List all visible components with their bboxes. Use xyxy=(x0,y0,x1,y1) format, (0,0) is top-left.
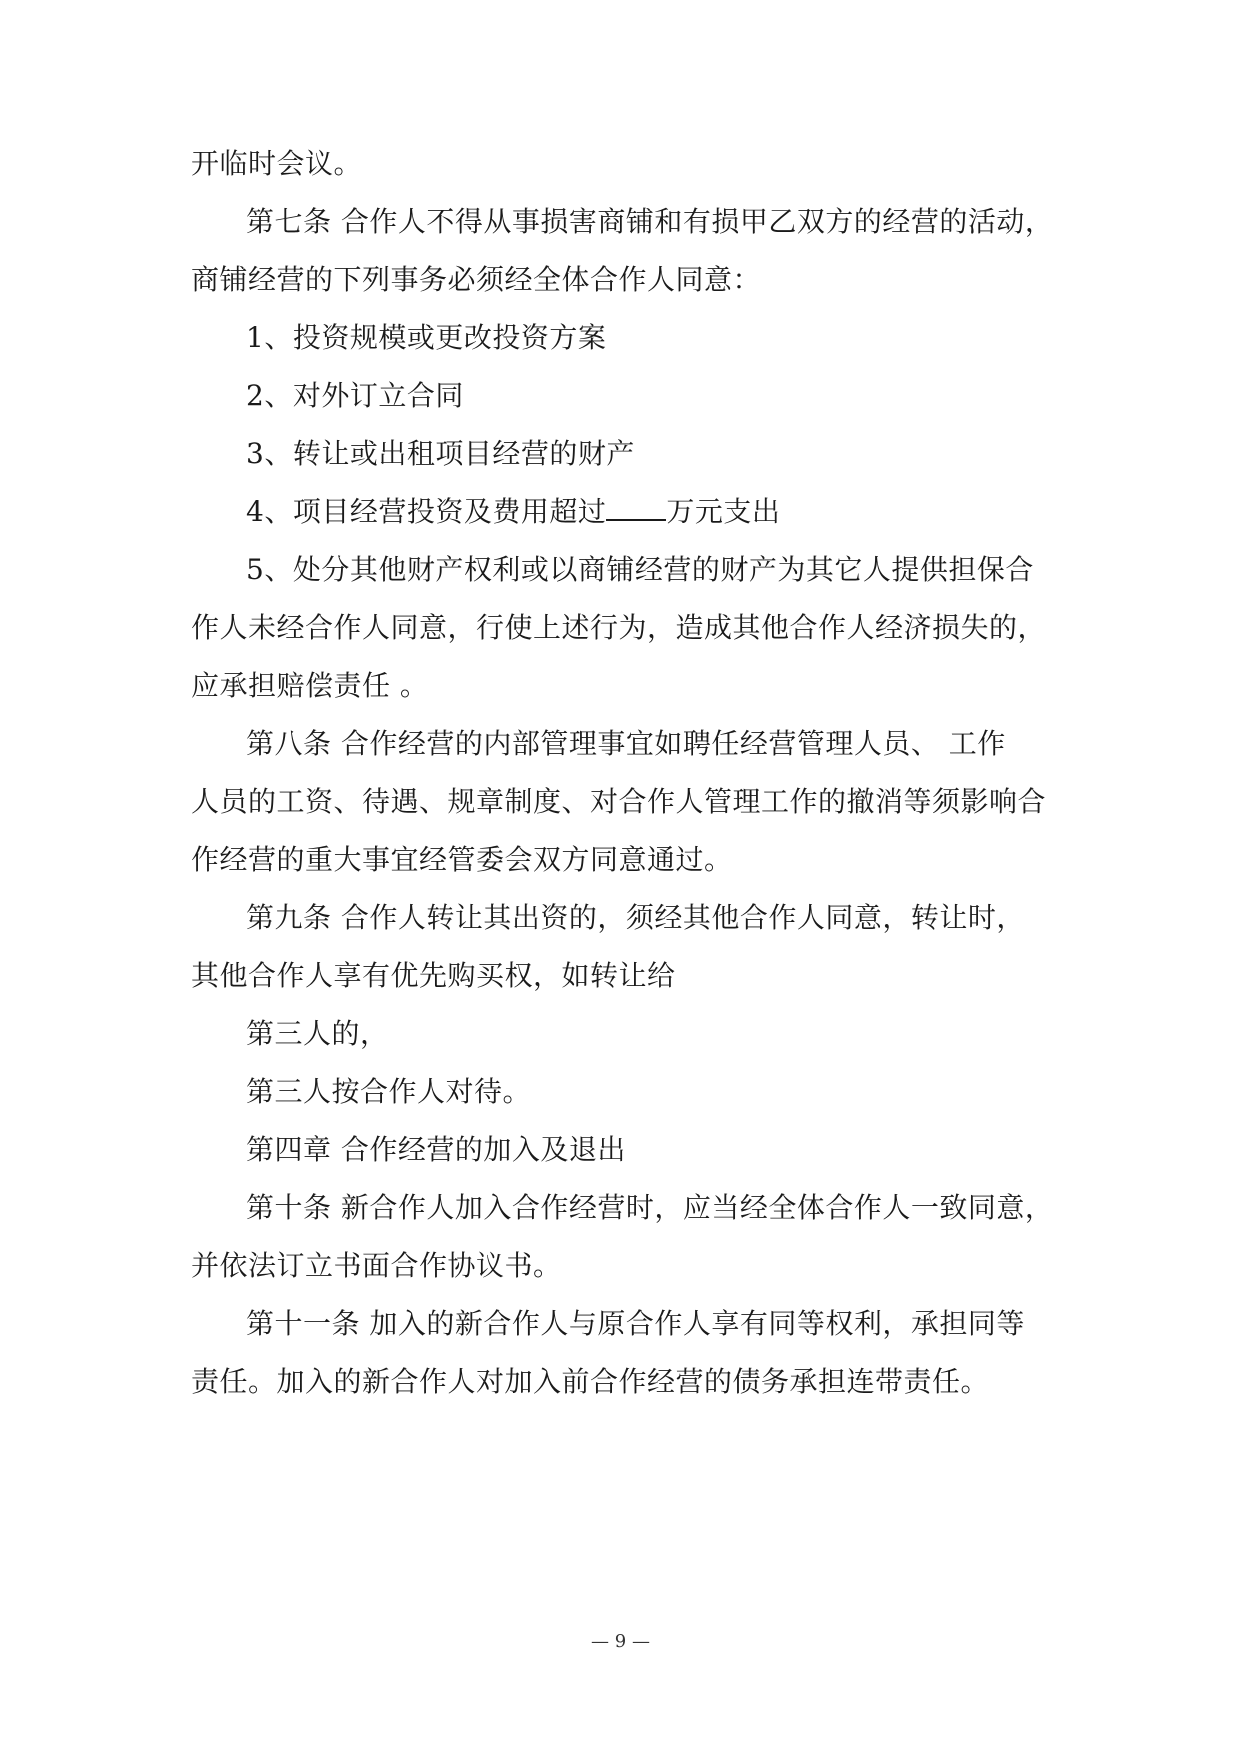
article-9-line-1: 第九条 合作人转让其出资的，须经其他合作人同意，转让时， xyxy=(246,901,1025,934)
chapter-4-heading: 第四章 合作经营的加入及退出 xyxy=(246,1133,626,1166)
paragraph-line: 开临时会议。 xyxy=(191,147,363,180)
article-10-line-2: 并依法订立书面合作协议书。 xyxy=(191,1249,562,1282)
blank-fill-line xyxy=(606,495,666,521)
list-item-5-line-1: 5、处分其他财产权利或以商铺经营的财产为其它人提供担保合 xyxy=(246,553,1034,586)
list-item-4 xyxy=(246,494,1126,530)
article-9-line-2: 其他合作人享有优先购买权，如转让给 xyxy=(191,959,676,992)
article-11-line-2: 责任。加入的新合作人对加入前合作经营的债务承担连带责任。 xyxy=(191,1365,990,1398)
article-10-line-1: 第十条 新合作人加入合作经营时，应当经全体合作人一致同意， xyxy=(246,1191,1054,1224)
list-item-4-suffix: 万元支出 xyxy=(666,495,781,528)
article-7-line-1: 第七条 合作人不得从事损害商铺和有损甲乙双方的经营的活动， xyxy=(246,205,1054,238)
article-9-line-4: 第三人按合作人对待。 xyxy=(246,1075,532,1108)
list-item-3: 3、转让或出租项目经营的财产 xyxy=(246,437,635,470)
article-8-line-1: 第八条 合作经营的内部管理事宜如聘任经营管理人员、 工作 xyxy=(246,727,1006,760)
article-8-line-2: 人员的工资、待遇、规章制度、对合作人管理工作的撤消等须影响合 xyxy=(191,785,1047,818)
list-item-1: 1、投资规模或更改投资方案 xyxy=(246,321,607,354)
article-7-line-2: 商铺经营的下列事务必须经全体合作人同意： xyxy=(191,263,762,296)
list-item-5-line-3: 应承担赔偿责任 。 xyxy=(191,669,429,702)
article-8-line-3: 作经营的重大事宜经管委会双方同意通过。 xyxy=(191,843,733,876)
list-item-4-text: 4、项目经营投资及费用超过 xyxy=(246,495,607,528)
list-item-5-line-2: 作人未经合作人同意，行使上述行为，造成其他合作人经济损失的， xyxy=(191,611,1047,644)
page-number: — 9 — xyxy=(591,1631,650,1652)
list-item-2: 2、对外订立合同 xyxy=(246,379,464,412)
article-9-line-3: 第三人的， xyxy=(246,1017,389,1050)
article-11-line-1: 第十一条 加入的新合作人与原合作人享有同等权利，承担同等 xyxy=(246,1307,1025,1340)
